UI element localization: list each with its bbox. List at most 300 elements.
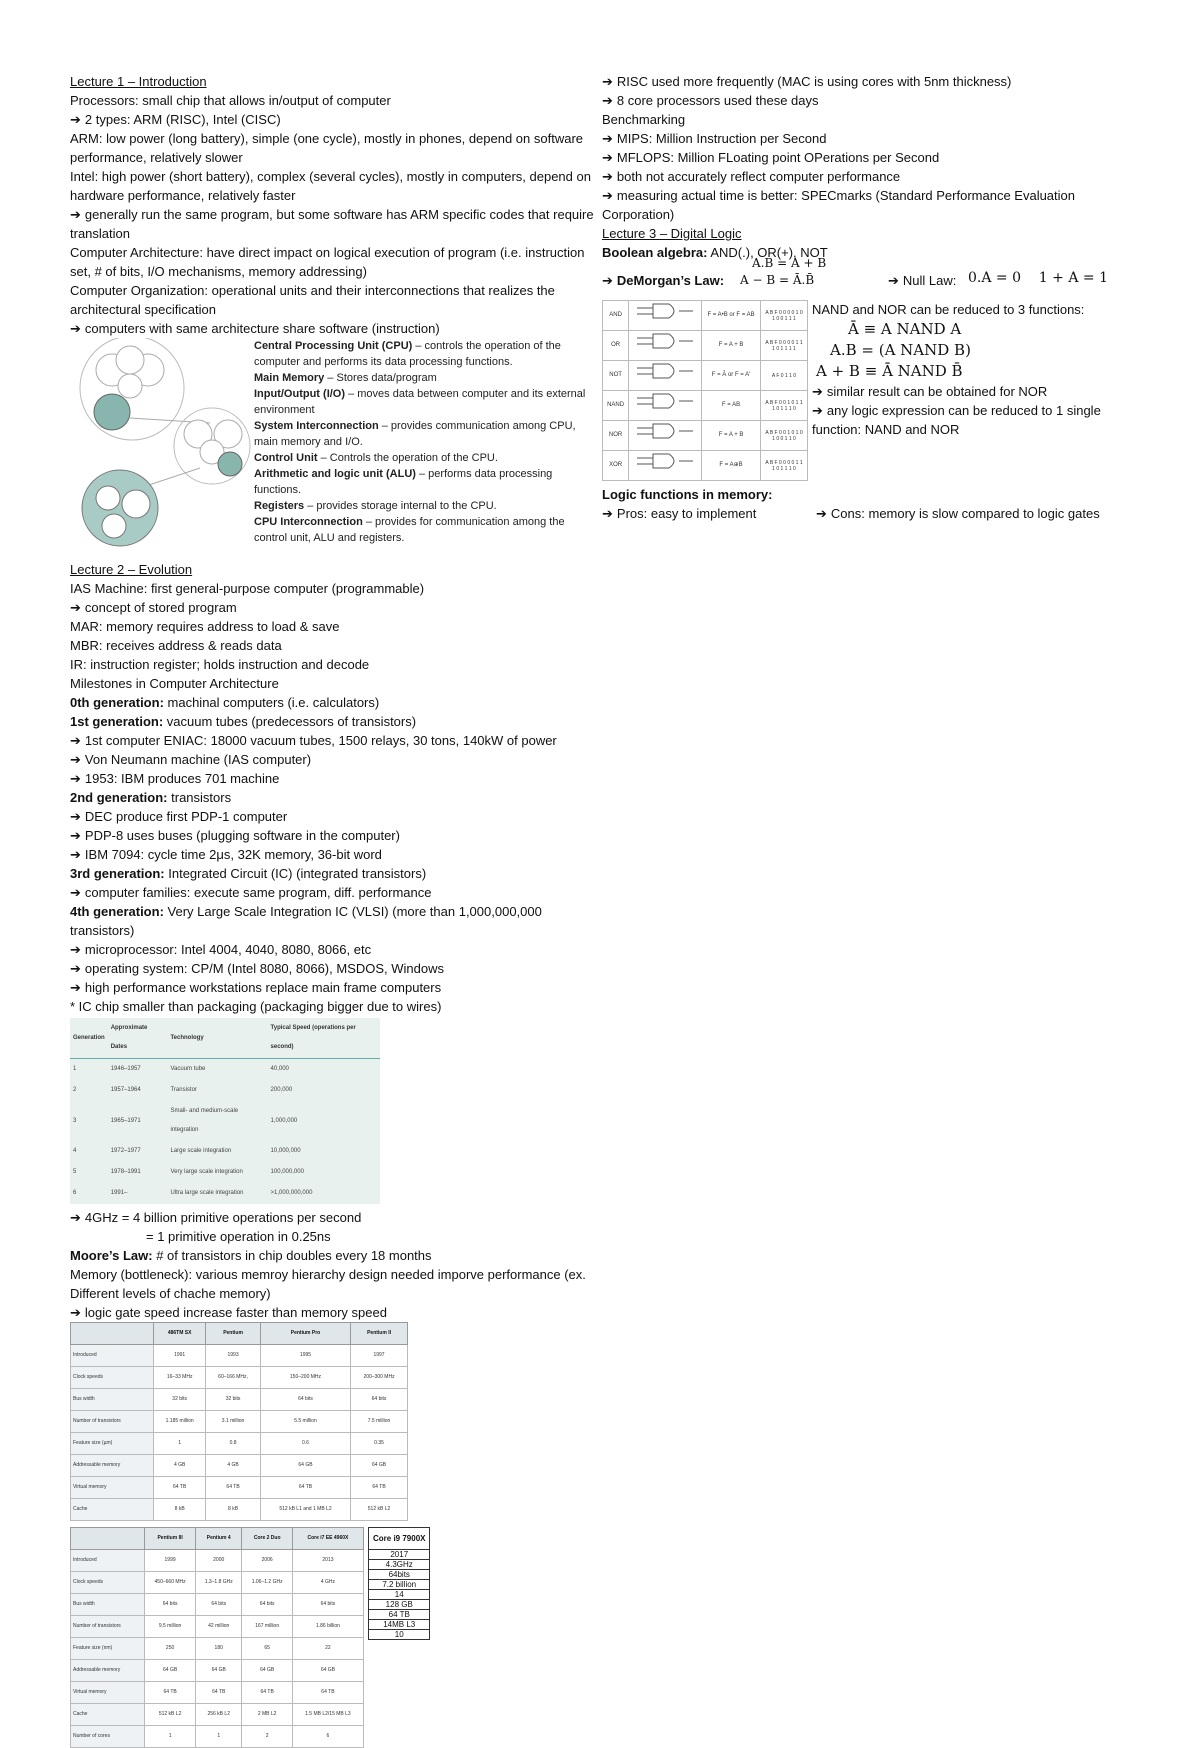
gate-table	[602, 300, 808, 481]
processor-table-cell: Number of transistors	[71, 1411, 154, 1433]
gen-table-row	[70, 1059, 380, 1081]
core-i9-cell: 10	[369, 1630, 430, 1640]
processor-table-2-body	[71, 1550, 364, 1748]
logic-gate-icon	[635, 422, 695, 440]
gate-symbol-cell	[629, 391, 702, 421]
gate-row	[603, 361, 808, 391]
benchmarking-heading: Benchmarking	[602, 112, 686, 127]
processor-table-cell: 65	[242, 1638, 292, 1660]
ias-text: first general-purpose computer (programmable)	[147, 581, 425, 596]
gen-table-cell: 6	[73, 1190, 77, 1196]
gen-table-cell: 100,000,000	[270, 1169, 304, 1175]
core-i9-table	[368, 1527, 430, 1640]
processor-table-cell: 0.6	[260, 1433, 350, 1455]
processor-tables	[70, 1322, 600, 1748]
gen3-text: Integrated Circuit (IC) (integrated transistors)	[164, 866, 427, 881]
core-i9-cell: 4.3GHz	[369, 1560, 430, 1570]
processor-table-cell: Cache	[71, 1499, 154, 1521]
co-text: operational units and their interconnections that realizes the architectural specification	[70, 283, 555, 317]
gen-table-cell: 40,000	[270, 1066, 289, 1072]
share-item: ➔ computers with same architecture share software (instruction)	[70, 319, 600, 338]
core-i9-row	[369, 1550, 430, 1560]
processors-text: small chip that allows in/output of computer	[138, 93, 391, 108]
processor-table-cell: 167 million	[242, 1616, 292, 1638]
gate-expression-cell: F = AB	[702, 391, 761, 421]
processor-table-cell: 450–660 MHz	[145, 1572, 196, 1594]
processor-table-cell: 64 bits	[292, 1594, 363, 1616]
architecture-diagram	[70, 338, 254, 548]
processor-table-2	[70, 1527, 364, 1748]
gate-symbol-cell	[629, 361, 702, 391]
core-i9-row	[369, 1620, 430, 1630]
component-alu: Arithmetic and logic unit (ALU) – performs data processing functions.	[254, 468, 553, 496]
core-i9-cell: 64 TB	[369, 1610, 430, 1620]
processor-table-cell: 2000	[195, 1550, 241, 1572]
processor-table-cell: 1	[195, 1726, 241, 1748]
processor-table-cell: Virtual memory	[71, 1477, 154, 1499]
gen-table-cell: 1972–1977	[110, 1148, 141, 1154]
processor-table-cell: 64 TB	[195, 1682, 241, 1704]
gen-table-cell: 1978–1991	[110, 1169, 141, 1175]
processor-table-row-2	[70, 1527, 600, 1748]
processor-table-cell: Bus width	[71, 1389, 154, 1411]
gate-name-cell: NAND	[603, 391, 629, 421]
gen-table-cell: 5	[73, 1169, 77, 1175]
processor-table-cell: 250	[145, 1638, 196, 1660]
processor-table-cell: Introduced	[71, 1550, 145, 1572]
similar-item: ➔ similar result can be obtained for NOR	[812, 382, 1142, 401]
core-i9-row	[369, 1560, 430, 1570]
gen-table-cell: 1,000,000	[270, 1117, 298, 1124]
gen-table-cell: 2	[73, 1087, 77, 1093]
processor-table-cell: Cache	[71, 1704, 145, 1726]
core-i9-row	[369, 1570, 430, 1580]
processor-table-cell: 1991	[154, 1345, 206, 1367]
ca-label: Computer Architecture:	[70, 245, 203, 260]
core-i9-row	[369, 1590, 430, 1600]
processor-table-cell: Addressable memory	[71, 1660, 145, 1682]
gen-table-cell: 3	[73, 1117, 77, 1124]
gate-symbol-cell	[629, 421, 702, 451]
gate-row	[603, 301, 808, 331]
component-list	[254, 338, 600, 546]
processor-table-1-header	[71, 1323, 408, 1345]
gate-truth-cell: A F 0 1 1 0	[761, 361, 808, 391]
gen3-label: 3rd generation:	[70, 866, 165, 881]
processor-table-cell: 2	[242, 1726, 292, 1748]
nand-formula-3: A + B ≡ Ā NAND B̄	[816, 362, 963, 380]
processor-table-cell: 2 MB L2	[242, 1704, 292, 1726]
gate-truth-cell: A B F 0 0 1 0 1 0 1 0 0 1 1 0	[761, 421, 808, 451]
gate-truth-cell: A B F 0 0 1 0 1 1 1 0 1 1 1 0	[761, 391, 808, 421]
dec-item: ➔ DEC produce first PDP-1 computer	[70, 807, 600, 826]
gen-table-row	[70, 1183, 380, 1204]
logic-gate-icon	[635, 362, 695, 380]
arm-label: ARM:	[70, 131, 103, 146]
logic-gate-icon	[635, 452, 695, 470]
mar-line: MAR: memory requires address to load & save	[70, 619, 340, 634]
mflops-label: MFLOPS:	[616, 150, 674, 165]
processor-table-cell: 2006	[242, 1550, 292, 1572]
processor-table-row	[71, 1660, 364, 1682]
processor-table-cell: 42 million	[195, 1616, 241, 1638]
processor-table-cell: 32 bits	[206, 1389, 261, 1411]
processor-table-cell: 0.8	[206, 1433, 261, 1455]
risc-item: ➔ RISC used more frequently (MAC is using cores with 5nm thickness)	[602, 72, 1142, 91]
component-system-interconnection: System Interconnection – provides communication among CPU, main memory and I/O.	[254, 420, 576, 448]
processor-table-2-header	[71, 1528, 364, 1550]
processor-header-cell: Pentium II	[351, 1323, 408, 1345]
processor-table-cell: 64 TB	[145, 1682, 196, 1704]
arm-text: low power (long battery), simple (one cycle), mostly in phones, depend on software performance, relatively slower	[70, 131, 584, 165]
processor-table-row	[71, 1682, 364, 1704]
von-neumann-item: ➔ Von Neumann machine (IAS computer)	[70, 750, 600, 769]
processor-table-cell: Number of cores	[71, 1726, 145, 1748]
component-registers: Registers – provides storage internal to the CPU.	[254, 500, 497, 512]
gate-name-cell: AND	[603, 301, 629, 331]
processor-table-cell: 64 GB	[351, 1455, 408, 1477]
core-i9-row	[369, 1630, 430, 1640]
core-i9-row	[369, 1600, 430, 1610]
gate-truth-cell: A B F 0 0 0 0 1 0 1 0 0 1 1 1	[761, 301, 808, 331]
processor-table-cell: 1.5 MB L2/15 MB L3	[292, 1704, 363, 1726]
architecture-figure	[70, 338, 600, 548]
processor-header-cell: Pentium 4	[195, 1528, 241, 1550]
processor-table-cell: 4 GHz	[292, 1572, 363, 1594]
processor-table-cell: 64 bits	[351, 1389, 408, 1411]
core-i9-cell: 14	[369, 1590, 430, 1600]
pros-item	[602, 504, 756, 523]
logic-memory-heading: Logic functions in memory:	[602, 487, 773, 502]
demorgan-formula-2: A − B = Ā.B̄	[740, 273, 815, 287]
gen-table-cell: 1965–1971	[110, 1117, 141, 1124]
processor-table-1-body	[71, 1345, 408, 1521]
gate-name-cell: NOR	[603, 421, 629, 451]
processor-table-row	[71, 1572, 364, 1594]
processor-table-cell: 64 GB	[145, 1660, 196, 1682]
moore-text: # of transistors in chip doubles every 18 months	[152, 1248, 432, 1263]
boolean-text: AND(.), OR(+), NOT	[707, 245, 828, 260]
null-law-formula: 0.A = 0 1 + A = 1	[968, 270, 1108, 286]
processor-table-cell: 7.5 million	[351, 1411, 408, 1433]
processor-table-cell: 4 GB	[206, 1455, 261, 1477]
right-column	[602, 72, 1142, 523]
gates-row	[602, 300, 1142, 481]
types-item: ➔ 2 types: ARM (RISC), Intel (CISC)	[70, 110, 600, 129]
stored-program-item: ➔ concept of stored program	[70, 598, 600, 617]
gen-table-cell: 1991–	[110, 1190, 128, 1196]
gate-row	[603, 451, 808, 481]
processor-table-cell: 60–166 MHz,	[206, 1367, 261, 1389]
intel-label: Intel:	[70, 169, 99, 184]
lecture3-title: Lecture 3 – Digital Logic	[602, 226, 742, 241]
processor-table-cell: 64 bits	[260, 1389, 350, 1411]
processor-table-cell: 180	[195, 1638, 241, 1660]
gen2-label: 2nd generation:	[70, 790, 168, 805]
gen-header-technology: Technology	[167, 1018, 267, 1059]
measuring-item: ➔ measuring actual time is better: SPECmarks (Standard Performance Evaluation Corporation)	[602, 186, 1142, 224]
gen-table-cell: 10,000,000	[270, 1148, 301, 1154]
gen-table-row	[70, 1141, 380, 1162]
processor-table-cell: Introduced	[71, 1345, 154, 1367]
gate-expression-cell: F = A•B or F = AB	[702, 301, 761, 331]
processor-table-cell: 22	[292, 1638, 363, 1660]
nand-nor-line: NAND and NOR can be reduced to 3 functions:	[812, 302, 1085, 317]
mbr-line: MBR: receives address & reads data	[70, 638, 282, 653]
gate-row	[603, 331, 808, 361]
gate-expression-cell: F = Ā or F = A′	[702, 361, 761, 391]
milestones-heading: Milestones in Computer Architecture	[70, 676, 279, 691]
processor-table-row	[71, 1433, 408, 1455]
both-item: ➔ both not accurately reflect computer performance	[602, 167, 1142, 186]
processor-table-cell: 1	[154, 1433, 206, 1455]
core-i9-cell: 64bits	[369, 1570, 430, 1580]
ibm7094-item: ➔ IBM 7094: cycle time 2μs, 32K memory, 36-bit word	[70, 845, 600, 864]
gate-row	[603, 391, 808, 421]
ic-note: * IC chip smaller than packaging (packaging bigger due to wires)	[70, 999, 442, 1014]
processor-table-cell: 256 kB L2	[195, 1704, 241, 1726]
cons-item	[816, 504, 1100, 523]
processor-table-cell: 64 TB	[154, 1477, 206, 1499]
core-i9-row	[369, 1610, 430, 1620]
processor-header-cell	[71, 1323, 154, 1345]
component-control-unit: Control Unit – Controls the operation of the CPU.	[254, 452, 498, 464]
gen1-text: vacuum tubes (predecessors of transistors)	[163, 714, 417, 729]
processor-table-cell: 1.185 million	[154, 1411, 206, 1433]
os-item: ➔ operating system: CP/M (Intel 8080, 8066), MSDOS, Windows	[70, 959, 600, 978]
gen0-label: 0th generation:	[70, 695, 164, 710]
processor-table-cell: 64 GB	[242, 1660, 292, 1682]
core-i9-cell: 14MB L3	[369, 1620, 430, 1630]
processor-header-cell: Core i7 EE 4960X	[292, 1528, 363, 1550]
processor-table-row	[71, 1389, 408, 1411]
processor-table-cell: 32 bits	[154, 1389, 206, 1411]
workstations-item: ➔ high performance workstations replace main frame computers	[70, 978, 600, 997]
mflops-text: Million FLoating point OPerations per Second	[673, 150, 940, 165]
processor-header-cell: Pentium III	[145, 1528, 196, 1550]
processor-header-cell: Pentium Pro	[260, 1323, 350, 1345]
gate-expression-cell: F = A + B	[702, 331, 761, 361]
processor-table-cell: 2013	[292, 1550, 363, 1572]
gate-name-cell: XOR	[603, 451, 629, 481]
processor-table-row	[71, 1594, 364, 1616]
core-i9-header: Core i9 7900X	[369, 1528, 430, 1550]
pros-text: easy to implement	[647, 506, 757, 521]
pros-label: Pros:	[616, 506, 648, 521]
gate-truth-cell: A B F 0 0 0 0 1 1 1 0 1 1 1 0	[761, 451, 808, 481]
processor-table-cell: Feature size (nm)	[71, 1638, 145, 1660]
processor-table-cell: 64 TB	[351, 1477, 408, 1499]
boolean-label: Boolean algebra:	[602, 245, 708, 260]
mips-text: Million Instruction per Second	[652, 131, 827, 146]
generation-table-body	[70, 1059, 380, 1205]
eight-core-item: ➔ 8 core processors used these days	[602, 91, 1142, 110]
cons-label: Cons:	[830, 506, 865, 521]
eniac-item: ➔ 1st computer ENIAC: 18000 vacuum tubes, 1500 relays, 30 tons, 140kW of power	[70, 731, 600, 750]
left-column	[70, 72, 600, 1748]
processor-header-cell	[71, 1528, 145, 1550]
gate-truth-cell: A B F 0 0 0 0 1 1 1 0 1 1 1 1	[761, 331, 808, 361]
logic-gate-icon	[635, 302, 695, 320]
processor-table-cell: 5.5 million	[260, 1411, 350, 1433]
families-item: ➔ computer families: execute same program, diff. performance	[70, 883, 600, 902]
processor-table-cell: 1993	[206, 1345, 261, 1367]
gen-table-cell: Small- and medium-scale integration	[170, 1108, 239, 1133]
moore-label: Moore’s Law:	[70, 1248, 153, 1263]
gen-table-cell: 1946–1957	[110, 1066, 141, 1072]
gen-table-cell: Ultra large scale integration	[170, 1190, 244, 1196]
processor-table-row	[71, 1411, 408, 1433]
lecture2-title: Lecture 2 – Evolution	[70, 562, 193, 577]
gen-header-generation: Generation	[70, 1018, 108, 1059]
processor-table-cell: 512 kB L1 and 1 MB L2	[260, 1499, 350, 1521]
processor-table-cell: Number of transistors	[71, 1616, 145, 1638]
demorgan-label: ➔ DeMorgan’s Law:	[602, 271, 724, 290]
processor-table-cell: Addressable memory	[71, 1455, 154, 1477]
processor-table-cell: 1.3–1.8 GHz	[195, 1572, 241, 1594]
logic-gate-icon	[635, 332, 695, 350]
nand-formula-1: Ā ≡ A NAND A	[848, 320, 962, 338]
processor-table-cell: 3.1 million	[206, 1411, 261, 1433]
gate-table-body	[603, 301, 808, 481]
core-i9-row	[369, 1580, 430, 1590]
processor-table-cell: 64 GB	[260, 1455, 350, 1477]
lecture1-title: Lecture 1 – Introduction	[70, 74, 207, 89]
processor-table-cell: 64 bits	[242, 1594, 292, 1616]
null-law-label: ➔ Null Law:	[888, 271, 956, 290]
gen4-label: 4th generation:	[70, 904, 164, 919]
processor-header-cell: 486TM SX	[154, 1323, 206, 1345]
ca-text: have direct impact on logical execution of program (i.e. instruction set, # of bits, I/O mechanisms, memory addressing)	[70, 245, 585, 279]
processor-table-cell: 1997	[351, 1345, 408, 1367]
demorgan-formula-1: A.B = A + B	[752, 256, 827, 270]
component-main-memory: Main Memory – Stores data/program	[254, 372, 437, 384]
gen-table-cell: >1,000,000,000	[270, 1190, 313, 1196]
processor-table-row	[71, 1455, 408, 1477]
generation-table	[70, 1018, 380, 1204]
same-program-item: ➔ generally run the same program, but some software has ARM specific codes that require translation	[70, 205, 600, 243]
gen-table-cell: Very large scale integration	[170, 1169, 243, 1175]
nand-nor-notes	[808, 300, 1142, 439]
processor-header-cell: Pentium	[206, 1323, 261, 1345]
memory-label: Memory (bottleneck):	[70, 1267, 193, 1282]
gen-table-cell: Vacuum tube	[170, 1066, 206, 1072]
core-i9-cell: 2017	[369, 1550, 430, 1560]
processor-table-cell: 1	[145, 1726, 196, 1748]
gen4-text: Very Large Scale Integration IC (VLSI) (more than 1,000,000,000 transistors)	[70, 904, 542, 938]
gen-table-cell: Transistor	[170, 1087, 197, 1093]
pros-cons-row	[602, 504, 1142, 523]
component-io: Input/Output (I/O) – moves data between computer and its external environment	[254, 388, 586, 416]
logic-gate-item: ➔ logic gate speed increase faster than memory speed	[70, 1303, 600, 1322]
processor-table-cell: 512 kB L2	[351, 1499, 408, 1521]
gen-table-row	[70, 1080, 380, 1101]
ibm701-item: ➔ 1953: IBM produces 701 machine	[70, 769, 600, 788]
core-i9-cell: 7.2 billion	[369, 1580, 430, 1590]
processor-table-cell: 64 TB	[206, 1477, 261, 1499]
processor-table-cell: 64 TB	[292, 1682, 363, 1704]
processor-table-cell: 512 kB L2	[145, 1704, 196, 1726]
cons-text: memory is slow compared to logic gates	[864, 506, 1100, 521]
processor-table-row	[71, 1345, 408, 1367]
ir-line: IR: instruction register; holds instruction and decode	[70, 657, 370, 672]
processor-table-cell: Feature size (µm)	[71, 1433, 154, 1455]
processor-table-cell: Virtual memory	[71, 1682, 145, 1704]
gate-symbol-cell	[629, 301, 702, 331]
processor-table-row	[71, 1477, 408, 1499]
processor-header-cell: Core 2 Duo	[242, 1528, 292, 1550]
processor-table-cell: Clock speeds	[71, 1572, 145, 1594]
processor-table-cell: 64 TB	[242, 1682, 292, 1704]
component-cpu: Central Processing Unit (CPU) – controls the operation of the computer and performs its data processing functions.	[254, 340, 561, 368]
gate-expression-cell: F = A + B	[702, 421, 761, 451]
gen-table-row	[70, 1162, 380, 1183]
gate-name-cell: OR	[603, 331, 629, 361]
ias-label: IAS Machine:	[70, 581, 148, 596]
ghz-item-2: = 1 primitive operation in 0.25ns	[146, 1229, 331, 1244]
any-item: ➔ any logic expression can be reduced to 1 single function: NAND and NOR	[812, 401, 1142, 439]
gate-symbol-cell	[629, 331, 702, 361]
logic-gate-icon	[635, 392, 695, 410]
processor-table-cell: 6	[292, 1726, 363, 1748]
processor-table-cell: 200–300 MHz	[351, 1367, 408, 1389]
nand-formulas	[812, 319, 1142, 382]
processor-table-row	[71, 1638, 364, 1660]
co-label: Computer Organization:	[70, 283, 209, 298]
component-cpu-interconnection: CPU Interconnection – provides for communication among the control unit, ALU and registers.	[254, 516, 565, 544]
processor-table-cell: 0.35	[351, 1433, 408, 1455]
ghz-item: ➔ 4GHz = 4 billion primitive operations per second	[70, 1208, 600, 1227]
core-i9-cell: 128 GB	[369, 1600, 430, 1610]
processor-table-row	[71, 1499, 408, 1521]
processor-table-cell: 8 kB	[206, 1499, 261, 1521]
gen2-text: transistors	[167, 790, 232, 805]
processor-table-cell: 1.06–1.2 GHz	[242, 1572, 292, 1594]
processor-table-cell: 64 GB	[292, 1660, 363, 1682]
gen-header-dates: Approximate Dates	[108, 1018, 168, 1059]
microprocessor-item: ➔ microprocessor: Intel 4004, 4040, 8080, 8066, etc	[70, 940, 600, 959]
memory-text: various memroy hierarchy design needed imporve performance (ex. Different levels of chache memory)	[70, 1267, 586, 1301]
processors-label: Processors:	[70, 93, 139, 108]
gate-row	[603, 421, 808, 451]
processor-table-cell: 64 TB	[260, 1477, 350, 1499]
core-i9-body	[369, 1550, 430, 1640]
processor-table-cell: 1.86 billion	[292, 1616, 363, 1638]
processor-table-row	[71, 1616, 364, 1638]
gen-table-row	[70, 1101, 380, 1141]
processor-table-cell: 1995	[260, 1345, 350, 1367]
processor-table-1	[70, 1322, 408, 1521]
processor-table-row	[71, 1367, 408, 1389]
processor-table-cell: 8 kB	[154, 1499, 206, 1521]
processor-table-cell: 64 GB	[195, 1660, 241, 1682]
processor-table-cell: 1999	[145, 1550, 196, 1572]
processor-table-cell: 4 GB	[154, 1455, 206, 1477]
processor-table-cell: 150–200 MHz	[260, 1367, 350, 1389]
mips-label: MIPS:	[616, 131, 653, 146]
gen-table-cell: 200,000	[270, 1087, 293, 1093]
gen-table-cell: Large scale integration	[170, 1148, 232, 1154]
gate-name-cell: NOT	[603, 361, 629, 391]
processor-table-cell: Clock speeds	[71, 1367, 154, 1389]
gate-symbol-cell	[629, 451, 702, 481]
gen-table-cell: 4	[73, 1148, 77, 1154]
processor-table-cell: 16–33 MHz	[154, 1367, 206, 1389]
gen1-label: 1st generation:	[70, 714, 164, 729]
processor-table-cell: 9.5 million	[145, 1616, 196, 1638]
nand-formula-2: A.B = (A NAND B)	[830, 341, 971, 359]
processor-table-cell: 64 bits	[145, 1594, 196, 1616]
